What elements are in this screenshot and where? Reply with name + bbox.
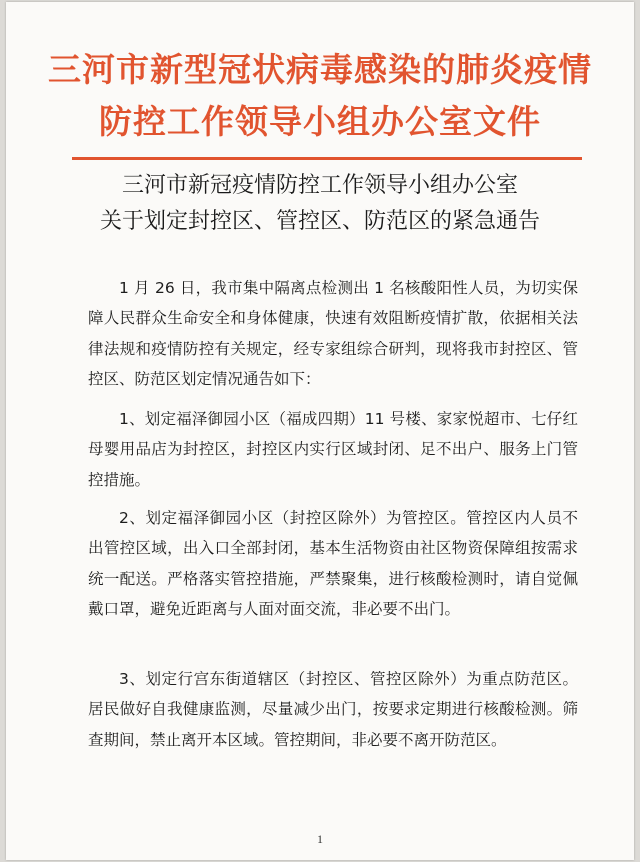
document-header-line-1: 三河市新型冠状病毒感染的肺炎疫情: [48, 50, 592, 89]
document-header-line-2: 防控工作领导小组办公室文件: [99, 102, 541, 141]
header-divider: [72, 157, 582, 160]
document-page: [6, 2, 634, 860]
page-number: 1: [317, 832, 323, 846]
paragraph-intro: 1 月 26 日，我市集中隔离点检测出 1 名核酸阳性人员，为切实保障人民群众生命安全和身体健康，快速有效阻断疫情扩散，依据相关法律法规和疫情防控有关规定，经专家组综合研判，现将我市封控区、管控区、防范区划定情况通告如下：: [88, 279, 578, 388]
paragraph-sealed-area: 1、划定福泽御园小区（福成四期）11 号楼、家家悦超市、七仔红母婴用品店为封控区，封控区内实行区域封闭、足不出户、服务上门管控措施。: [88, 410, 578, 489]
paragraph-precaution-area: 3、划定行宫东街道辖区（封控区、管控区除外）为重点防范区。居民做好自我健康监测，尽量减少出门，按要求定期进行核酸检测。筛查期间，禁止离开本区域。管控期间，非必要不离开防范区。: [88, 670, 578, 749]
notice-title-line-2: 关于划定封控区、管控区、防范区的紧急通告: [99, 209, 540, 234]
paragraph-controlled-area: 2、划定福泽御园小区（封控区除外）为管控区。管控区内人员不出管控区域，出入口全部封闭，基本生活物资由社区物资保障组按需求统一配送。严格落实管控措施，严禁聚集，进行核酸检测时，请自觉佩戴口罩，避免近距离与人面对面交流，非必要不出门。: [88, 509, 578, 618]
notice-title-line-1: 三河市新冠疫情防控工作领导小组办公室: [121, 173, 518, 198]
